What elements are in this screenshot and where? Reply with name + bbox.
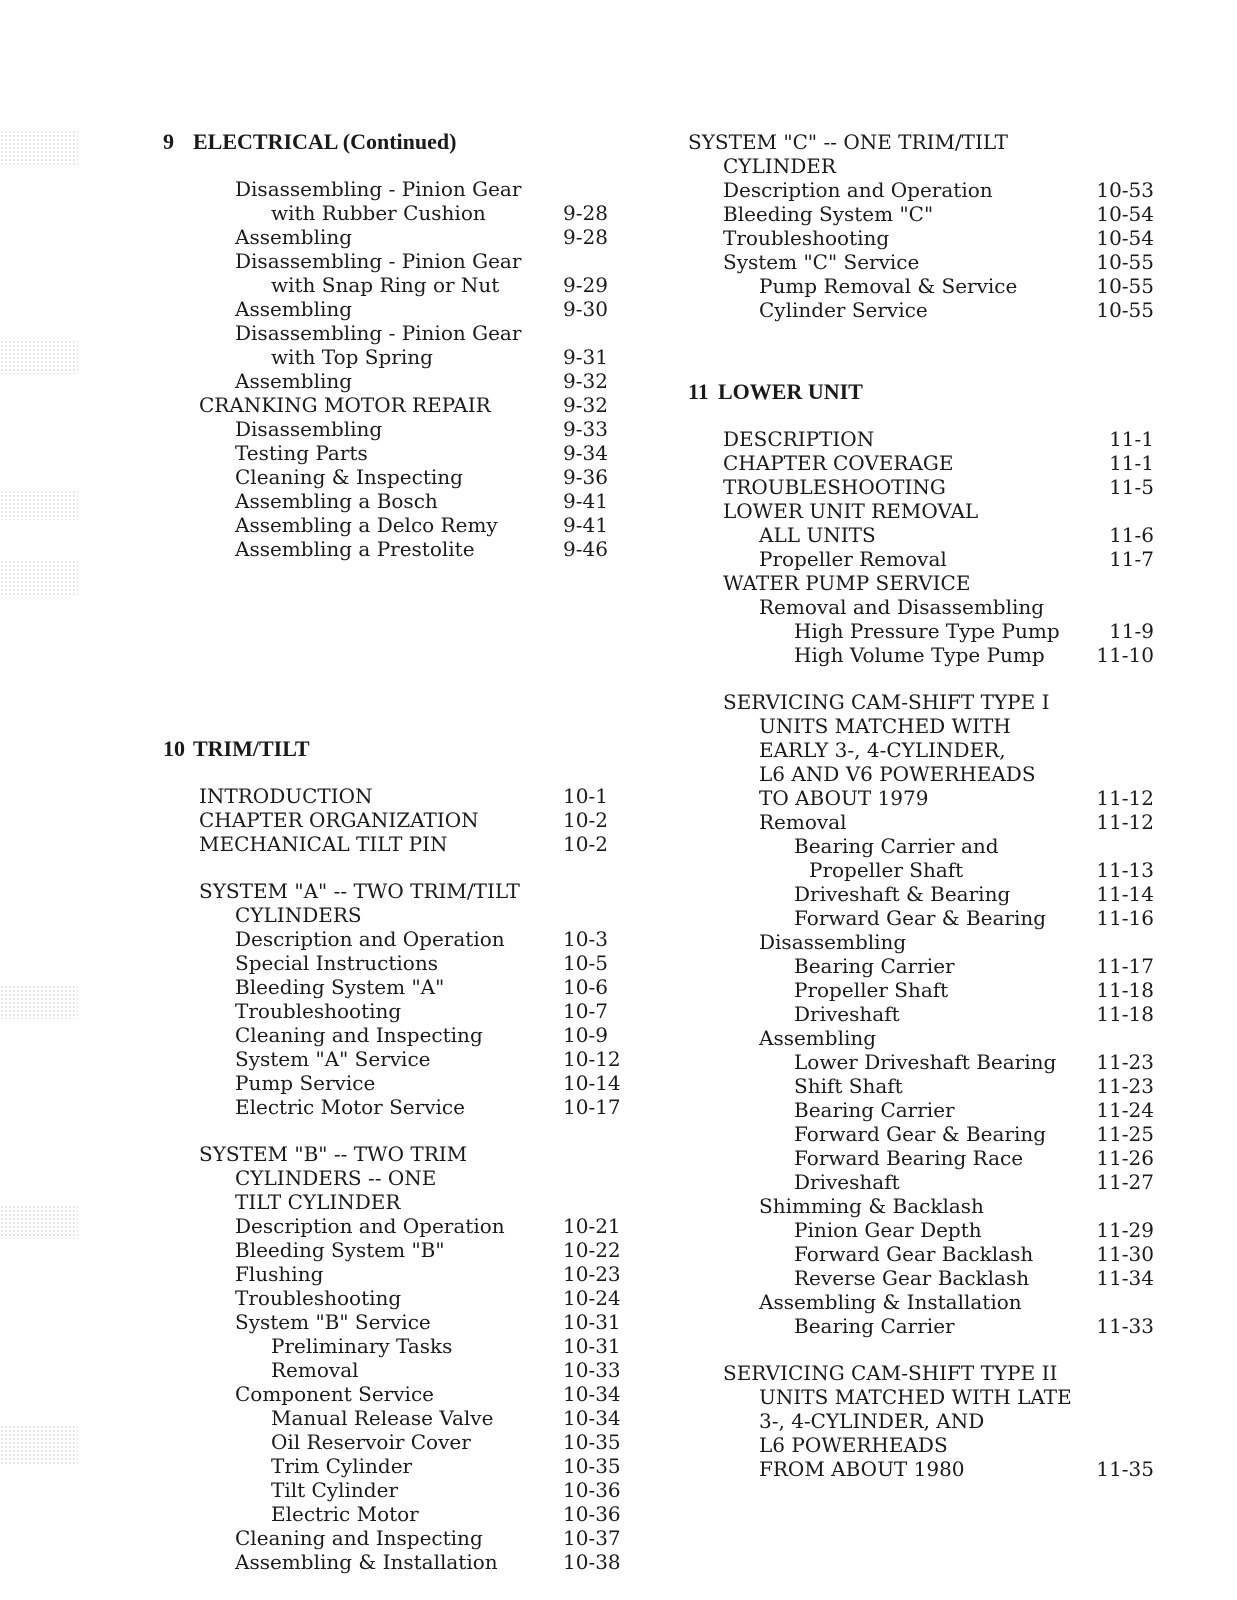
toc-entry-page: 11-29 bbox=[1096, 1218, 1154, 1242]
toc-entry-title: Forward Gear Backlash bbox=[794, 1242, 1034, 1266]
toc-entry-page: 10-55 bbox=[1096, 250, 1154, 274]
toc-entry bbox=[163, 903, 633, 927]
scan-artifact bbox=[0, 985, 78, 1019]
toc-section-system-a bbox=[163, 879, 633, 1119]
toc-entry-title: SERVICING CAM-SHIFT TYPE I bbox=[723, 690, 1050, 714]
toc-entry bbox=[163, 1334, 633, 1358]
toc-entry bbox=[163, 489, 633, 513]
toc-entry bbox=[163, 975, 633, 999]
toc-entry bbox=[688, 1098, 1168, 1122]
toc-entry bbox=[688, 250, 1168, 274]
toc-entry-title: Assembling & Installation bbox=[235, 1550, 498, 1574]
toc-entry-title: Testing Parts bbox=[235, 441, 368, 465]
toc-entry-page: 9-41 bbox=[563, 513, 608, 537]
toc-entry bbox=[163, 1478, 633, 1502]
toc-entry bbox=[688, 738, 1168, 762]
toc-entry bbox=[688, 451, 1168, 475]
toc-entry-title: CHAPTER COVERAGE bbox=[723, 451, 954, 475]
toc-entry bbox=[163, 832, 633, 856]
toc-entry bbox=[688, 571, 1168, 595]
toc-entry bbox=[688, 858, 1168, 882]
toc-entry bbox=[163, 513, 633, 537]
toc-entry bbox=[163, 927, 633, 951]
toc-entry-title: Driveshaft & Bearing bbox=[794, 882, 1011, 906]
toc-entry-page: 9-32 bbox=[563, 369, 608, 393]
toc-entry bbox=[688, 1050, 1168, 1074]
toc-entry-title: System "A" Service bbox=[235, 1047, 431, 1071]
toc-entry-page: 10-1 bbox=[563, 784, 608, 808]
toc-entry bbox=[163, 784, 633, 808]
toc-entry-page: 11-23 bbox=[1096, 1050, 1154, 1074]
toc-entry-page: 11-33 bbox=[1096, 1314, 1154, 1338]
toc-entry bbox=[163, 879, 633, 903]
toc-entry-title: Shimming & Backlash bbox=[759, 1194, 984, 1218]
toc-entry-page: 9-36 bbox=[563, 465, 608, 489]
toc-entry-page: 9-28 bbox=[563, 225, 608, 249]
toc-entry bbox=[688, 643, 1168, 667]
toc-entry-title: CRANKING MOTOR REPAIR bbox=[199, 393, 491, 417]
toc-entry-title: SYSTEM "B" -- TWO TRIM bbox=[199, 1142, 468, 1166]
toc-entry bbox=[163, 1310, 633, 1334]
toc-entry-page: 11-17 bbox=[1096, 954, 1154, 978]
toc-entry-page: 10-31 bbox=[563, 1334, 621, 1358]
toc-entry-title: DESCRIPTION bbox=[723, 427, 875, 451]
toc-entry-title: Bleeding System "B" bbox=[235, 1238, 445, 1262]
toc-entry-page: 10-3 bbox=[563, 927, 608, 951]
toc-entry-title: Assembling bbox=[235, 369, 353, 393]
toc-entry bbox=[163, 369, 633, 393]
toc-entry-page: 11-7 bbox=[1109, 547, 1154, 571]
toc-entry-page: 9-28 bbox=[563, 201, 608, 225]
toc-entry-page: 10-34 bbox=[563, 1382, 621, 1406]
toc-entry bbox=[163, 1095, 633, 1119]
toc-entry bbox=[163, 345, 633, 369]
toc-entry bbox=[688, 523, 1168, 547]
toc-entry-page: 11-35 bbox=[1096, 1457, 1154, 1481]
toc-entry-title: System "C" Service bbox=[723, 250, 920, 274]
toc-entry-title: Disassembling bbox=[759, 930, 907, 954]
toc-entry bbox=[163, 1166, 633, 1190]
toc-entry-page: 10-36 bbox=[563, 1478, 621, 1502]
toc-entry bbox=[688, 1002, 1168, 1026]
toc-entry-title: Assembling a Bosch bbox=[235, 489, 438, 513]
toc-entry bbox=[688, 714, 1168, 738]
toc-entry-title: LOWER UNIT REMOVAL bbox=[723, 499, 979, 523]
toc-entry-page: 10-2 bbox=[563, 832, 608, 856]
toc-entry-title: Description and Operation bbox=[235, 927, 505, 951]
toc-entry bbox=[688, 154, 1168, 178]
toc-entry-page: 10-54 bbox=[1096, 226, 1154, 250]
toc-entry-title: Component Service bbox=[235, 1382, 434, 1406]
toc-entry bbox=[163, 999, 633, 1023]
toc-entry-title: Cleaning and Inspecting bbox=[235, 1023, 483, 1047]
toc-section-trim-intro bbox=[163, 784, 633, 856]
toc-entry-title: Bearing Carrier bbox=[794, 954, 955, 978]
toc-entry-title: with Rubber Cushion bbox=[271, 201, 486, 225]
toc-entry bbox=[163, 1238, 633, 1262]
toc-entry-page: 11-25 bbox=[1096, 1122, 1154, 1146]
toc-entry bbox=[163, 1023, 633, 1047]
toc-entry-title: Assembling bbox=[235, 225, 353, 249]
toc-entry bbox=[163, 1286, 633, 1310]
toc-entry-title: Assembling bbox=[235, 297, 353, 321]
toc-entry bbox=[163, 951, 633, 975]
toc-entry-page: 10-17 bbox=[563, 1095, 621, 1119]
toc-entry-page: 10-37 bbox=[563, 1526, 621, 1550]
toc-section-lower-general bbox=[688, 427, 1168, 667]
toc-entry-page: 10-36 bbox=[563, 1502, 621, 1526]
toc-entry bbox=[163, 441, 633, 465]
toc-entry-page: 11-16 bbox=[1096, 906, 1154, 930]
toc-entry-page: 11-30 bbox=[1096, 1242, 1154, 1266]
toc-entry-page: 11-27 bbox=[1096, 1170, 1154, 1194]
toc-entry-title: 3-, 4-CYLINDER, AND bbox=[759, 1409, 985, 1433]
toc-entry-title: High Pressure Type Pump bbox=[794, 619, 1060, 643]
toc-entry bbox=[163, 1214, 633, 1238]
scan-artifact bbox=[0, 560, 78, 596]
toc-entry bbox=[688, 1457, 1168, 1481]
toc-entry-page: 10-6 bbox=[563, 975, 608, 999]
toc-entry-title: SYSTEM "C" -- ONE TRIM/TILT bbox=[688, 130, 1008, 154]
toc-entry bbox=[688, 1122, 1168, 1146]
toc-entry bbox=[688, 475, 1168, 499]
toc-entry-title: Propeller Shaft bbox=[794, 978, 949, 1002]
toc-entry bbox=[163, 321, 633, 345]
toc-entry-title: L6 POWERHEADS bbox=[759, 1433, 948, 1457]
toc-entry-title: Trim Cylinder bbox=[271, 1454, 413, 1478]
toc-entry-page: 11-13 bbox=[1096, 858, 1154, 882]
toc-entry-title: Bearing Carrier and bbox=[794, 834, 999, 858]
toc-entry bbox=[163, 417, 633, 441]
toc-entry-page: 10-55 bbox=[1096, 298, 1154, 322]
toc-entry bbox=[688, 786, 1168, 810]
toc-entry-page: 9-32 bbox=[563, 393, 608, 417]
toc-entry-title: with Top Spring bbox=[271, 345, 433, 369]
toc-entry-title: Driveshaft bbox=[794, 1170, 900, 1194]
toc-entry-title: Reverse Gear Backlash bbox=[794, 1266, 1030, 1290]
toc-entry-title: ALL UNITS bbox=[759, 523, 876, 547]
toc-entry-title: Removal bbox=[759, 810, 847, 834]
toc-entry-page: 10-35 bbox=[563, 1454, 621, 1478]
toc-entry-title: Assembling bbox=[759, 1026, 877, 1050]
toc-entry bbox=[163, 177, 633, 201]
chapter-number: 10 bbox=[163, 736, 185, 761]
toc-entry-title: CYLINDERS -- ONE bbox=[235, 1166, 437, 1190]
toc-entry-title: Special Instructions bbox=[235, 951, 438, 975]
toc-entry-title: Driveshaft bbox=[794, 1002, 900, 1026]
toc-entry-title: Bleeding System "A" bbox=[235, 975, 445, 999]
toc-entry bbox=[163, 1526, 633, 1550]
toc-entry bbox=[688, 1266, 1168, 1290]
toc-left-column bbox=[163, 130, 633, 1574]
toc-section-cam-shift-2 bbox=[688, 1361, 1168, 1481]
toc-entry-page: 9-29 bbox=[563, 273, 608, 297]
toc-entry bbox=[163, 225, 633, 249]
toc-entry-title: Assembling a Prestolite bbox=[235, 537, 475, 561]
toc-entry bbox=[688, 1026, 1168, 1050]
toc-entry bbox=[688, 274, 1168, 298]
toc-entry-page: 10-31 bbox=[563, 1310, 621, 1334]
toc-entry bbox=[688, 1290, 1168, 1314]
toc-entry bbox=[163, 297, 633, 321]
toc-entry-title: Forward Gear & Bearing bbox=[794, 906, 1047, 930]
toc-entry bbox=[688, 690, 1168, 714]
toc-entry bbox=[688, 130, 1168, 154]
toc-entry bbox=[163, 1406, 633, 1430]
toc-entry-page: 10-38 bbox=[563, 1550, 621, 1574]
toc-entry-title: TO ABOUT 1979 bbox=[759, 786, 929, 810]
toc-entry-title: System "B" Service bbox=[235, 1310, 431, 1334]
toc-entry-title: Cleaning & Inspecting bbox=[235, 465, 463, 489]
toc-entry-page: 11-24 bbox=[1096, 1098, 1154, 1122]
toc-entry-title: Cylinder Service bbox=[759, 298, 928, 322]
toc-entry-title: SERVICING CAM-SHIFT TYPE II bbox=[723, 1361, 1058, 1385]
toc-entry-page: 10-55 bbox=[1096, 274, 1154, 298]
toc-entry-title: Cleaning and Inspecting bbox=[235, 1526, 483, 1550]
toc-entry-page: 11-1 bbox=[1109, 451, 1154, 475]
scan-artifact bbox=[0, 490, 78, 520]
toc-entry-title: UNITS MATCHED WITH LATE bbox=[759, 1385, 1072, 1409]
toc-entry bbox=[688, 178, 1168, 202]
toc-entry bbox=[688, 762, 1168, 786]
toc-entry-title: Troubleshooting bbox=[235, 1286, 402, 1310]
toc-entry-title: Electric Motor bbox=[271, 1502, 419, 1526]
scan-artifact bbox=[0, 1205, 78, 1239]
toc-entry-title: Oil Reservoir Cover bbox=[271, 1430, 471, 1454]
toc-entry-title: Removal bbox=[271, 1358, 359, 1382]
chapter-title: ELECTRICAL (Continued) bbox=[193, 129, 457, 154]
toc-entry-title: TILT CYLINDER bbox=[235, 1190, 401, 1214]
toc-entry-page: 11-12 bbox=[1096, 786, 1154, 810]
toc-entry bbox=[688, 1409, 1168, 1433]
toc-entry bbox=[163, 465, 633, 489]
toc-entry-title: EARLY 3-, 4-CYLINDER, bbox=[759, 738, 1006, 762]
chapter-number: 9 bbox=[163, 129, 174, 154]
toc-entry-title: Pump Removal & Service bbox=[759, 274, 1018, 298]
toc-entry-title: with Snap Ring or Nut bbox=[271, 273, 500, 297]
toc-section-system-c bbox=[688, 130, 1168, 322]
scan-artifact bbox=[0, 130, 78, 166]
chapter-heading bbox=[163, 737, 633, 761]
toc-section-electrical bbox=[163, 177, 633, 561]
toc-entry-page: 10-12 bbox=[563, 1047, 621, 1071]
toc-entry bbox=[163, 1430, 633, 1454]
toc-entry bbox=[163, 393, 633, 417]
toc-entry bbox=[688, 930, 1168, 954]
toc-entry bbox=[688, 1146, 1168, 1170]
toc-entry-title: High Volume Type Pump bbox=[794, 643, 1045, 667]
toc-entry-title: CYLINDERS bbox=[235, 903, 362, 927]
toc-entry-page: 10-53 bbox=[1096, 178, 1154, 202]
toc-entry bbox=[163, 1262, 633, 1286]
toc-entry bbox=[688, 619, 1168, 643]
toc-entry-page: 11-18 bbox=[1096, 978, 1154, 1002]
toc-entry bbox=[163, 1071, 633, 1095]
toc-entry bbox=[163, 808, 633, 832]
toc-entry bbox=[163, 1047, 633, 1071]
toc-entry bbox=[163, 1550, 633, 1574]
toc-entry-page: 10-33 bbox=[563, 1358, 621, 1382]
toc-entry bbox=[163, 1502, 633, 1526]
toc-entry bbox=[163, 1454, 633, 1478]
scan-artifact bbox=[0, 1425, 78, 1465]
toc-entry-page: 9-33 bbox=[563, 417, 608, 441]
toc-entry bbox=[163, 201, 633, 225]
toc-entry bbox=[688, 1170, 1168, 1194]
toc-entry bbox=[688, 882, 1168, 906]
toc-entry bbox=[688, 595, 1168, 619]
toc-entry-page: 9-41 bbox=[563, 489, 608, 513]
toc-entry-page: 9-31 bbox=[563, 345, 608, 369]
toc-entry-page: 10-24 bbox=[563, 1286, 621, 1310]
toc-entry bbox=[688, 906, 1168, 930]
toc-entry-page: 11-26 bbox=[1096, 1146, 1154, 1170]
toc-entry-title: SYSTEM "A" -- TWO TRIM/TILT bbox=[199, 879, 520, 903]
toc-entry bbox=[688, 298, 1168, 322]
toc-entry bbox=[688, 1074, 1168, 1098]
toc-entry-title: Disassembling - Pinion Gear bbox=[235, 321, 522, 345]
toc-entry-page: 10-7 bbox=[563, 999, 608, 1023]
toc-entry-title: Propeller Removal bbox=[759, 547, 947, 571]
toc-entry-title: Removal and Disassembling bbox=[759, 595, 1045, 619]
toc-entry-title: TROUBLESHOOTING bbox=[723, 475, 946, 499]
toc-entry bbox=[688, 810, 1168, 834]
toc-entry-title: Forward Gear & Bearing bbox=[794, 1122, 1047, 1146]
toc-entry-page: 11-18 bbox=[1096, 1002, 1154, 1026]
toc-entry-title: Pump Service bbox=[235, 1071, 376, 1095]
toc-entry bbox=[163, 1358, 633, 1382]
toc-entry-title: Assembling & Installation bbox=[759, 1290, 1022, 1314]
toc-entry-page: 10-2 bbox=[563, 808, 608, 832]
toc-entry bbox=[688, 1218, 1168, 1242]
toc-entry-title: FROM ABOUT 1980 bbox=[759, 1457, 965, 1481]
toc-entry-page: 10-9 bbox=[563, 1023, 608, 1047]
toc-entry-title: Bearing Carrier bbox=[794, 1314, 955, 1338]
toc-entry bbox=[163, 249, 633, 273]
toc-entry-page: 10-5 bbox=[563, 951, 608, 975]
toc-entry-page: 11-12 bbox=[1096, 810, 1154, 834]
toc-entry-title: Disassembling bbox=[235, 417, 383, 441]
toc-entry-page: 10-14 bbox=[563, 1071, 621, 1095]
toc-section-cam-shift-1 bbox=[688, 690, 1168, 1338]
toc-entry-page: 9-34 bbox=[563, 441, 608, 465]
toc-entry-title: Preliminary Tasks bbox=[271, 1334, 453, 1358]
toc-entry bbox=[688, 547, 1168, 571]
toc-entry-page: 11-34 bbox=[1096, 1266, 1154, 1290]
toc-entry bbox=[688, 1242, 1168, 1266]
toc-entry bbox=[688, 1314, 1168, 1338]
toc-entry-title: Assembling a Delco Remy bbox=[235, 513, 498, 537]
toc-right-column bbox=[688, 130, 1168, 1481]
toc-entry-page: 11-6 bbox=[1109, 523, 1154, 547]
chapter-heading bbox=[688, 380, 1168, 404]
chapter-heading bbox=[163, 130, 633, 154]
toc-entry-title: CYLINDER bbox=[723, 154, 836, 178]
toc-entry-title: CHAPTER ORGANIZATION bbox=[199, 808, 479, 832]
toc-entry-page: 10-35 bbox=[563, 1430, 621, 1454]
toc-entry bbox=[688, 834, 1168, 858]
toc-entry-title: Disassembling - Pinion Gear bbox=[235, 249, 522, 273]
toc-entry bbox=[163, 1142, 633, 1166]
toc-section-system-b bbox=[163, 1142, 633, 1574]
chapter-number: 11 bbox=[688, 379, 709, 404]
scan-artifact bbox=[0, 340, 78, 374]
toc-entry-title: MECHANICAL TILT PIN bbox=[199, 832, 448, 856]
toc-entry bbox=[688, 1433, 1168, 1457]
toc-entry-title: L6 AND V6 POWERHEADS bbox=[759, 762, 1036, 786]
toc-entry-title: INTRODUCTION bbox=[199, 784, 373, 808]
toc-entry-page: 9-46 bbox=[563, 537, 608, 561]
toc-entry-title: UNITS MATCHED WITH bbox=[759, 714, 1011, 738]
toc-entry bbox=[163, 1190, 633, 1214]
toc-entry-title: Propeller Shaft bbox=[809, 858, 964, 882]
toc-entry bbox=[688, 202, 1168, 226]
toc-entry-page: 10-22 bbox=[563, 1238, 621, 1262]
toc-entry bbox=[163, 273, 633, 297]
toc-entry-page: 10-54 bbox=[1096, 202, 1154, 226]
chapter-title: TRIM/TILT bbox=[193, 736, 310, 761]
toc-entry-title: Troubleshooting bbox=[235, 999, 402, 1023]
toc-entry-title: Bearing Carrier bbox=[794, 1098, 955, 1122]
toc-entry-page: 10-34 bbox=[563, 1406, 621, 1430]
toc-entry bbox=[688, 499, 1168, 523]
toc-entry-title: Lower Driveshaft Bearing bbox=[794, 1050, 1057, 1074]
toc-entry bbox=[688, 427, 1168, 451]
toc-entry bbox=[688, 954, 1168, 978]
toc-entry-page: 10-23 bbox=[563, 1262, 621, 1286]
toc-entry-title: Description and Operation bbox=[235, 1214, 505, 1238]
toc-entry-title: Troubleshooting bbox=[723, 226, 890, 250]
toc-entry-page: 11-10 bbox=[1096, 643, 1154, 667]
chapter-title: LOWER UNIT bbox=[718, 379, 863, 404]
toc-entry-page: 11-23 bbox=[1096, 1074, 1154, 1098]
toc-entry-page: 9-30 bbox=[563, 297, 608, 321]
toc-entry bbox=[688, 1194, 1168, 1218]
toc-entry-title: Shift Shaft bbox=[794, 1074, 903, 1098]
toc-entry-page: 11-9 bbox=[1109, 619, 1154, 643]
toc-entry bbox=[163, 537, 633, 561]
toc-entry-page: 11-14 bbox=[1096, 882, 1154, 906]
toc-entry bbox=[688, 1361, 1168, 1385]
toc-entry-title: Tilt Cylinder bbox=[271, 1478, 399, 1502]
toc-entry-title: Description and Operation bbox=[723, 178, 993, 202]
toc-entry-title: Forward Bearing Race bbox=[794, 1146, 1024, 1170]
toc-entry-title: Flushing bbox=[235, 1262, 324, 1286]
toc-entry-title: Pinion Gear Depth bbox=[794, 1218, 982, 1242]
toc-entry-title: WATER PUMP SERVICE bbox=[723, 571, 971, 595]
toc-entry-page: 11-5 bbox=[1109, 475, 1154, 499]
toc-entry bbox=[688, 978, 1168, 1002]
toc-entry-title: Manual Release Valve bbox=[271, 1406, 494, 1430]
toc-entry-page: 11-1 bbox=[1109, 427, 1154, 451]
toc-entry-page: 10-21 bbox=[563, 1214, 621, 1238]
toc-entry bbox=[163, 1382, 633, 1406]
toc-entry-title: Bleeding System "C" bbox=[723, 202, 934, 226]
toc-entry-title: Electric Motor Service bbox=[235, 1095, 465, 1119]
toc-entry bbox=[688, 226, 1168, 250]
toc-entry bbox=[688, 1385, 1168, 1409]
toc-entry-title: Disassembling - Pinion Gear bbox=[235, 177, 522, 201]
